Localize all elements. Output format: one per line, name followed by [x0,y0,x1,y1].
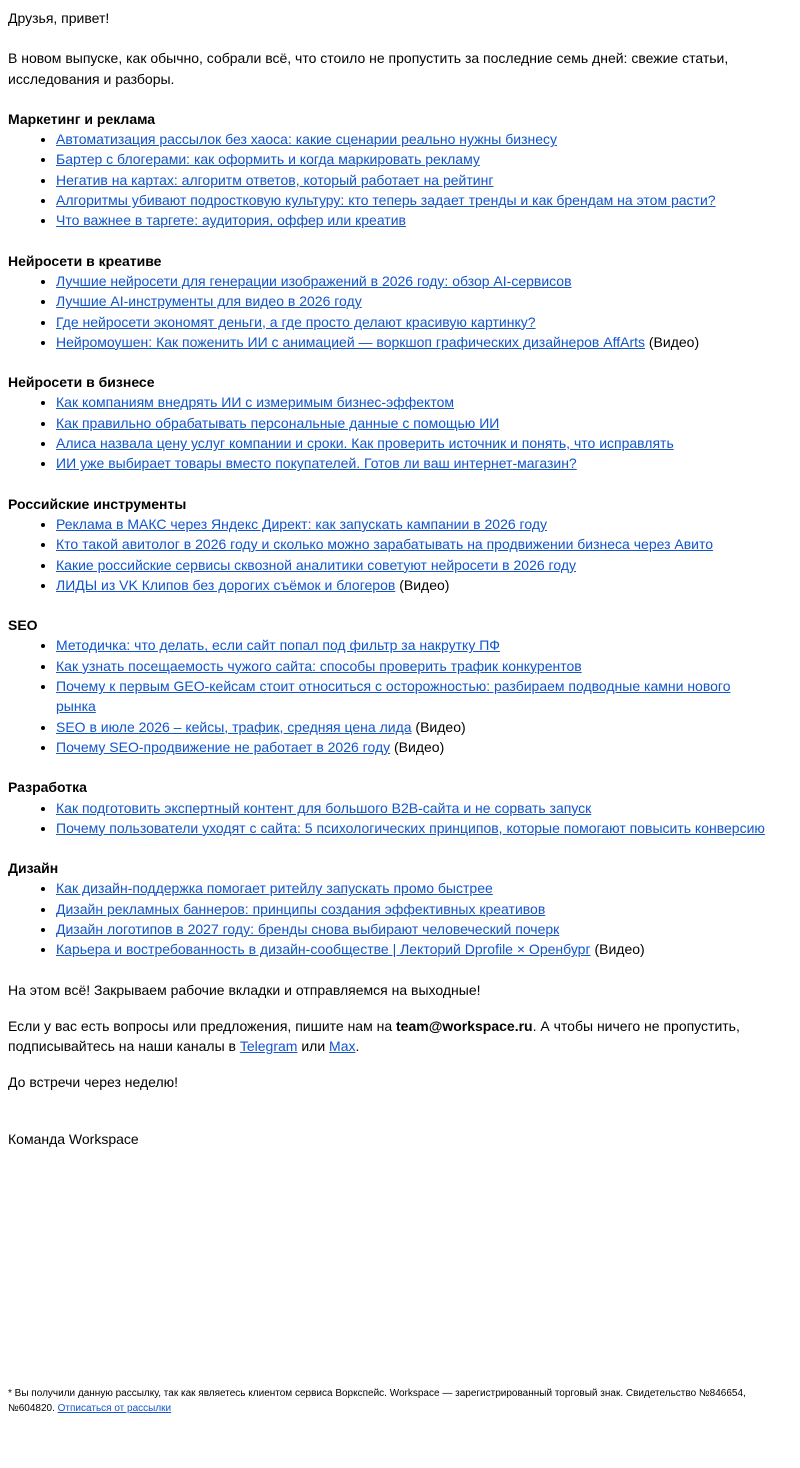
article-item [56,534,792,554]
article-list [8,798,792,839]
article-link[interactable]: ИИ уже выбирает товары вместо покупателей. Готов ли ваш интернет-магазин? [56,455,577,472]
video-tag: (Видео) [395,576,450,593]
article-link[interactable]: ЛИДЫ из VK Клипов без дорогих съёмок и блогеров [56,576,396,593]
contact-email: team@workspace.ru [396,1017,533,1034]
article-item [56,392,792,412]
article-list [8,392,792,473]
article-item [56,291,792,311]
section [8,777,792,838]
footer-text: * Вы получили данную рассылку, так как являетесь клиентом сервиса Воркспейс. Workspace — зарегистрированный торговый знак. Свидетельство №846654, №604820. [8,1388,746,1414]
contact-end: . [355,1038,360,1055]
article-link[interactable]: Почему SEO-продвижение не работает в 2026 году [56,738,391,755]
contact-or: или [297,1038,330,1055]
article-list [8,129,792,230]
sections-container [8,109,792,960]
article-item [56,170,792,190]
section-title: Нейросети в бизнесе [8,374,155,391]
article-link[interactable]: Бартер с блогерами: как оформить и когда маркировать рекламу [56,151,480,168]
article-link[interactable]: Негатив на картах: алгоритм ответов, который работает на рейтинг [56,171,494,188]
article-link[interactable]: Алиса назвала цену услуг компании и сроки. Как проверить источник и понять, что исправлять [56,435,674,452]
article-link[interactable]: Автоматизация рассылок без хаоса: какие сценарии реально нужны бизнесу [56,131,558,148]
article-item [56,514,792,534]
article-link[interactable]: Реклама в МАКС через Яндекс Директ: как запускать кампании в 2026 году [56,515,547,532]
article-link[interactable]: Нейромоушен: Как поженить ИИ с анимацией — воркшоп графических дизайнеров AffArts [56,333,645,350]
article-item [56,210,792,230]
telegram-link[interactable]: Telegram [239,1038,298,1055]
article-item [56,312,792,332]
section-title: Маркетинг и реклама [8,110,156,127]
section-title: Дизайн [8,860,59,877]
goodbye-text: До встречи через неделю! [8,1074,179,1091]
article-item [56,717,792,737]
section-title: Российские инструменты [8,495,187,512]
article-link[interactable]: Кто такой авитолог в 2026 году и сколько можно зарабатывать на продвижении бизнеса через Авито [56,536,714,553]
article-item [56,575,792,595]
article-link[interactable]: Карьера и востребованность в дизайн-сообществе | Лекторий Dprofile × Оренбург [56,941,591,958]
article-item [56,818,792,838]
section [8,109,792,231]
article-link[interactable]: Дизайн логотипов в 2027 году: бренды снова выбирают человеческий почерк [56,920,560,937]
article-link[interactable]: Как дизайн-поддержка помогает ритейлу запускать промо быстрее [56,880,493,897]
article-link[interactable]: Почему пользователи уходят с сайта: 5 психологических принципов, которые помогают повысить конверсию [56,819,765,836]
greeting: Друзья, привет! [8,10,110,26]
article-item [56,878,792,898]
article-link[interactable]: Как подготовить экспертный контент для большого B2B-сайта и не сорвать запуск [56,799,592,816]
article-link[interactable]: Как компаниям внедрять ИИ с измеримым бизнес-эффектом [56,394,455,411]
section-title: SEO [8,617,38,634]
article-link[interactable]: Лучшие AI-инструменты для видео в 2026 году [56,293,362,310]
closing-text: На этом всё! Закрываем рабочие вкладки и отправляемся на выходные! [8,981,481,998]
contact-before: Если у вас есть вопросы или предложения, пишите нам на [8,1017,397,1034]
video-tag: (Видео) [645,333,700,350]
unsubscribe-link[interactable]: Отписаться от рассылки [57,1403,172,1414]
article-item [56,332,792,352]
intro-text: В новом выпуске, как обычно, собрали всё, что стоило не пропустить за последние семь дней: свежие статьи, исследования и разборы. [8,50,729,87]
article-link[interactable]: Как узнать посещаемость чужого сайта: способы проверить трафик конкурентов [56,657,582,674]
section [8,494,792,595]
video-tag: (Видео) [390,738,445,755]
article-link[interactable]: Алгоритмы убивают подростковую культуру: кто теперь задает тренды и как брендам на этом расти? [56,192,716,209]
article-item [56,737,792,757]
article-link[interactable]: Где нейросети экономят деньги, а где просто делают красивую картинку? [56,313,536,330]
contact-middle: . А чтобы ничего не пропустить, подписывайтесь на наши каналы в [8,1017,740,1055]
article-item [56,453,792,473]
max-link[interactable]: Max [329,1038,356,1055]
article-link[interactable]: Дизайн рекламных баннеров: принципы создания эффективных креативов [56,900,546,917]
article-item [56,635,792,655]
article-link[interactable]: Что важнее в таргете: аудитория, оффер или креатив [56,212,406,229]
article-list [8,271,792,352]
article-link[interactable]: Лучшие нейросети для генерации изображений в 2026 году: обзор AI-сервисов [56,272,572,289]
article-item [56,555,792,575]
video-tag: (Видео) [411,718,466,735]
article-link[interactable]: SEO в июле 2026 – кейсы, трафик, средняя цена лида [56,718,412,735]
article-item [56,433,792,453]
section-title: Разработка [8,779,87,796]
article-list [8,635,792,757]
article-item [56,271,792,291]
section [8,251,792,352]
section-title: Нейросети в креативе [8,252,162,269]
article-item [56,129,792,149]
article-item [56,798,792,818]
article-item [56,190,792,210]
article-list [8,878,792,959]
section [8,372,792,473]
article-link[interactable]: Какие российские сервисы сквозной аналитики советуют нейросети в 2026 году [56,556,576,573]
article-item [56,919,792,939]
article-item [56,149,792,169]
section [8,858,792,959]
video-tag: (Видео) [590,941,645,958]
article-link[interactable]: Методичка: что делать, если сайт попал под фильтр за накрутку ПФ [56,637,500,654]
footer-disclaimer [8,1386,768,1416]
article-item [56,676,792,717]
article-item [56,939,792,959]
team-signature: Команда Workspace [8,1130,139,1147]
article-link[interactable]: Как правильно обрабатывать персональные данные с помощью ИИ [56,414,500,431]
article-list [8,514,792,595]
article-item [56,413,792,433]
contact-paragraph [8,1016,792,1057]
section [8,615,792,757]
article-link[interactable]: Почему к первым GEO-кейсам стоит относиться с осторожностью: разбираем подводные камни нового рынка [56,678,731,715]
article-item [56,899,792,919]
article-item [56,656,792,676]
